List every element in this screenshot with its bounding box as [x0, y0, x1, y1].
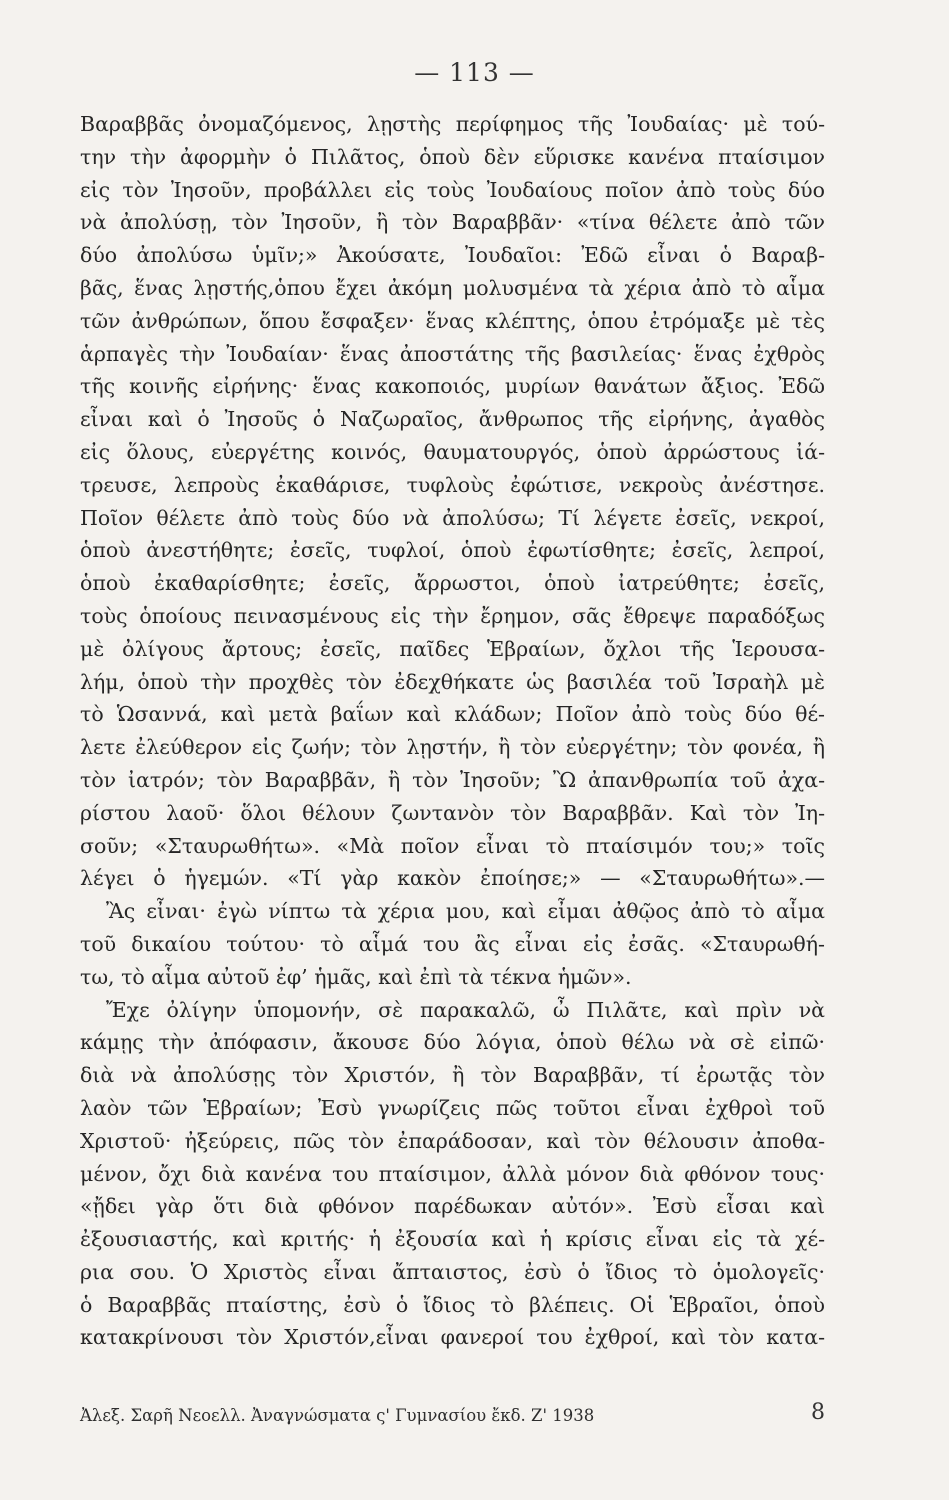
text-line: βᾶς, ἕνας λῃστής,ὁπου ἔχει ἀκόμη μολυσμένα τὰ χέρια ἀπὸ τὸ αἷμα — [80, 275, 825, 300]
text-line: διὰ νὰ ἀπολύσῃς τὸν Χριστόν, ἢ τὸν Βαραββᾶν, τί ἐρωτᾷς τὸν — [80, 1063, 825, 1088]
text-line: Ποῖον θέλετε ἀπὸ τοὺς δύο νὰ ἀπολύσω; Τί λέγετε ἐσεῖς, νεκροί, — [80, 505, 825, 530]
text-line: κατακρίνουσι τὸν Χριστόν,εἶναι φανεροί του ἐχθροί, καὶ τὸν κατα- — [80, 1325, 825, 1350]
text-line: Ἔχε ὀλίγην ὑπομονήν, σὲ παρακαλῶ, ὦ Πιλᾶτε, καὶ πρὶν νὰ — [106, 997, 825, 1022]
text-line: τοὺς ὁποίους πεινασμένους εἰς τὴν ἔρημον, σᾶς ἔθρεψε παραδόξως — [80, 603, 825, 628]
text-line: ὁποὺ ἐκαθαρίσθητε; ἐσεῖς, ἄρρωστοι, ὁποὺ ἰατρεύθητε; ἐσεῖς, — [80, 571, 825, 596]
text-line: εἶναι καὶ ὁ Ἰησοῦς ὁ Ναζωραῖος, ἄνθρωπος τῆς εἰρήνης, ἀγαθὸς — [80, 407, 825, 432]
text-line: ρια σου. Ὁ Χριστὸς εἶναι ἄπταιστος, ἐσὺ ὁ ἴδιος τὸ ὁμολογεῖς· — [80, 1259, 825, 1284]
text-line: ὁ Βαραββᾶς πταίστης, ἐσὺ ὁ ἴδιος τὸ βλέπεις. Οἱ Ἑβραῖοι, ὁποὺ — [80, 1292, 825, 1317]
text-line: εἰς ὅλους, εὐεργέτης κοινός, θαυματουργός, ὁποὺ ἀρρώστους ἰά- — [80, 439, 825, 464]
text-line: σοῦν; «Σταυρωθήτω». «Μὰ ποῖον εἶναι τὸ πταίσιμόν του;» τοῖς — [80, 833, 825, 858]
text-line: κάμῃς τὴν ἀπόφασιν, ἄκουσε δύο λόγια, ὁποὺ θέλω νὰ σὲ εἰπῶ· — [80, 1030, 825, 1055]
text-line: ρίστου λαοῦ· ὅλοι θέλουν ζωντανὸν τὸν Βαραββᾶν. Καὶ τὸν Ἰη- — [80, 800, 825, 825]
text-line: νὰ ἀπολύσῃ, τὸν Ἰησοῦν, ἢ τὸν Βαραββᾶν· «τίνα θέλετε ἀπὸ τῶν — [80, 210, 825, 235]
page-number: — 113 — — [414, 58, 535, 87]
text-line: τοῦ δικαίου τούτου· τὸ αἷμά του ἂς εἶναι εἰς ἐσᾶς. «Σταυρωθή- — [80, 931, 825, 956]
text-line: Χριστοῦ· ἠξεύρεις, πῶς τὸν ἐπαράδοσαν, καὶ τὸν θέλουσιν ἀποθα- — [80, 1128, 825, 1153]
text-line: εἰς τὸν Ἰησοῦν, προβάλλει εἰς τοὺς Ἰουδαίους ποῖον ἀπὸ τοὺς δύο — [80, 177, 825, 202]
text-line: τω, τὸ αἷμα αὐτοῦ ἐφ’ ἡμᾶς, καὶ ἐπὶ τὰ τέκνα ἡμῶν». — [80, 964, 632, 989]
text-line: μὲ ὀλίγους ἄρτους; ἐσεῖς, παῖδες Ἑβραίων, ὄχλοι τῆς Ἱερουσα- — [80, 636, 825, 661]
text-line: Ἂς εἶναι· ἐγὼ νίπτω τὰ χέρια μου, καὶ εἶμαι ἀθῷος ἀπὸ τὸ αἷμα — [106, 899, 825, 924]
text-line: ἁρπαγὲς τὴν Ἰουδαίαν· ἕνας ἀποστάτης τῆς βασιλείας· ἕνας ἐχθρὸς — [80, 341, 825, 366]
text-line: τρευσε, λεπροὺς ἐκαθάρισε, τυφλοὺς ἐφώτισε, νεκροὺς ἀνέστησε. — [80, 472, 825, 497]
text-line: λαὸν τῶν Ἑβραίων; Ἐσὺ γνωρίζεις πῶς τοῦτοι εἶναι ἐχθροὶ τοῦ — [80, 1095, 825, 1120]
text-line: Βαραββᾶς ὀνομαζόμενος, λῃστὴς περίφημος τῆς Ἰουδαίας· μὲ τού- — [80, 112, 825, 136]
text-line: «ᾔδει γὰρ ὅτι διὰ φθόνον παρέδωκαν αὐτόν». Ἐσὺ εἶσαι καὶ — [80, 1194, 825, 1219]
text-line: τὸν ἰατρόν; τὸν Βαραββᾶν, ἢ τὸν Ἰησοῦν; Ὢ ἀπανθρωπία τοῦ ἀχα- — [80, 767, 825, 792]
text-line: λετε ἐλεύθερον εἰς ζωήν; τὸν λῃστήν, ἢ τὸν εὐεργέτην; τὸν φονέα, ἢ — [80, 735, 825, 760]
text-line: τῶν ἀνθρώπων, ὅπου ἔσφαξεν· ἕνας κλέπτης, ὁπου ἐτρόμαξε μὲ τὲς — [80, 308, 825, 333]
body-text — [80, 108, 825, 1354]
text-line: λέγει ὁ ἡγεμών. «Τί γὰρ κακὸν ἐποίησε;» — «Σταυρωθήτω».— — [80, 866, 825, 891]
footer-citation: Ἀλεξ. Σαρῆ Νεοελλ. Ἀναγνώσματα ς' Γυμνασίου ἔκδ. Ζ' 1938 — [80, 1406, 595, 1425]
page-footer — [80, 1400, 825, 1425]
text-line: λήμ, ὁποὺ τὴν προχθὲς τὸν ἐδεχθήκατε ὡς βασιλέα τοῦ Ἰσραὴλ μὲ — [80, 669, 825, 694]
text-line: την τὴν ἀφορμὴν ὁ Πιλᾶτος, ὁποὺ δὲν εὕρισκε κανένα πταίσιμον — [80, 144, 825, 169]
text-line: τῆς κοινῆς εἰρήνης· ἕνας κακοποιός, μυρίων θανάτων ἄξιος. Ἐδῶ — [80, 374, 825, 399]
text-line: μένον, ὄχι διὰ κανένα του πταίσιμον, ἀλλὰ μόνον διὰ φθόνον τους· — [80, 1161, 825, 1186]
text-line: ἐξουσιαστής, καὶ κριτής· ἡ ἐξουσία καὶ ἡ κρίσις εἶναι εἰς τὰ χέ- — [80, 1227, 825, 1252]
signature-mark: 8 — [811, 1400, 825, 1425]
text-line: ὁποὺ ἀνεστήθητε; ἐσεῖς, τυφλοί, ὁποὺ ἐφωτίσθητε; ἐσεῖς, λεπροί, — [80, 538, 825, 563]
text-line: δύο ἀπολύσω ὑμῖν;» Ἀκούσατε, Ἰουδαῖοι: Ἐδῶ εἶναι ὁ Βαραβ- — [80, 243, 825, 268]
text-line: τὸ Ὡσαννά, καὶ μετὰ βαΐων καὶ κλάδων; Ποῖον ἀπὸ τοὺς δύο θέ- — [80, 702, 825, 727]
